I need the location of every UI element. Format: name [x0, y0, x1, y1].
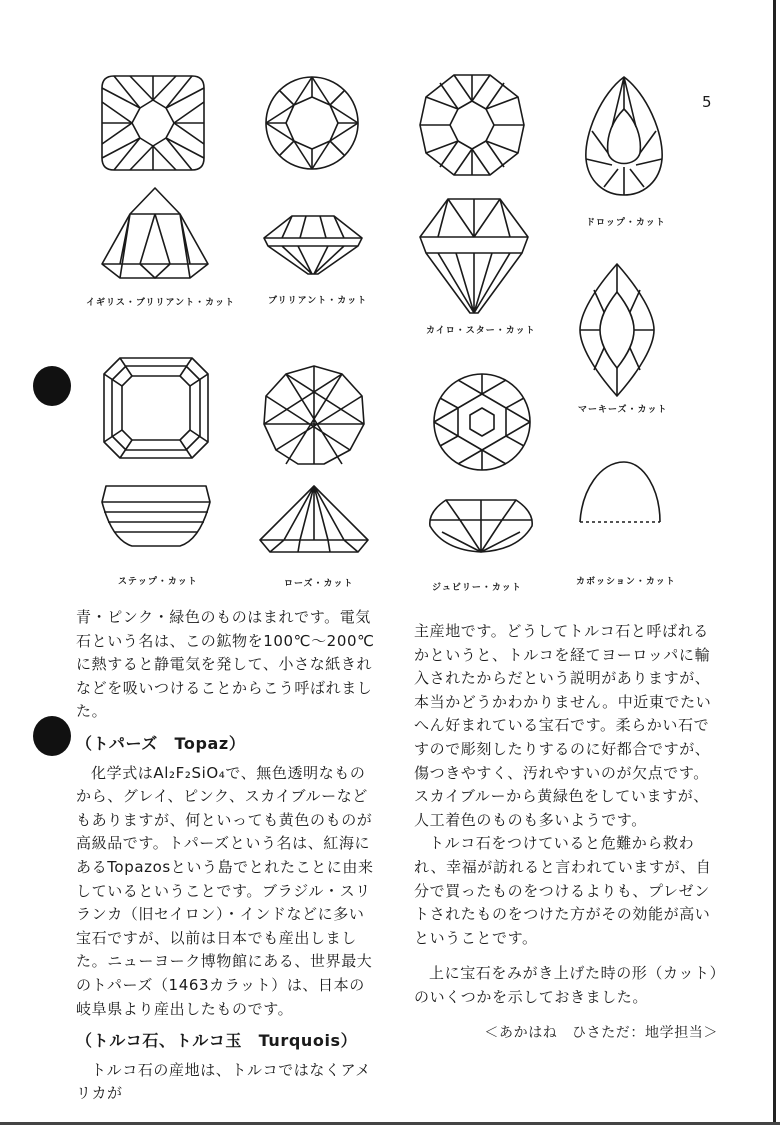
left-text-column	[76, 606, 378, 1106]
rose-cut-caption: ローズ・カット	[284, 579, 354, 589]
cut-note-paragraph: 上に宝石をみがき上げた時の形（カット）のいくつかを示しておきました。	[414, 964, 718, 1006]
page-edge-right	[773, 0, 776, 1125]
step-cut-caption: ステップ・カット	[118, 577, 198, 587]
step-cut-side-diagram	[100, 484, 212, 548]
brilliant-cut-top-diagram	[264, 75, 360, 171]
topaz-heading: （トパーズ Topaz）	[76, 733, 246, 753]
turquois-paragraph: トルコ石の産地は、トルコではなくアメリカが	[76, 1060, 371, 1103]
page-number: 5	[702, 93, 712, 111]
cairo-star-cut-top-diagram	[418, 73, 526, 177]
cabochon-cut-diagram	[578, 460, 662, 526]
right-text-column	[414, 620, 718, 1045]
marquise-cut-caption: マーキーズ・カット	[578, 405, 668, 415]
tourmaline-paragraph: 青・ピンク・緑色のものはまれです。電気石という名は、この鉱物を100℃～200℃に熱すると静電気を発して、小さな紙きれなどを吸いつけることからこう呼ばれました。	[76, 608, 375, 721]
step-cut-top-diagram	[102, 356, 210, 460]
brilliant-cut-side-diagram	[262, 214, 364, 276]
binder-hole-top	[33, 366, 71, 406]
turquois-legend-paragraph: トルコ石をつけていると危難から救われ、幸福が訪れると言われていますが、自分で買ったものをつけるよりも、プレゼントされたものをつけた方がその効能が高いということです。	[414, 834, 712, 947]
cairo-star-cut-caption: カイロ・スター・カット	[426, 326, 536, 336]
cairo-star-cut-side-diagram	[418, 197, 530, 315]
jubilee-cut-side-diagram	[426, 496, 536, 554]
author-signature: ＜あかはね ひさただ：地学担当＞	[484, 1024, 718, 1041]
cabochon-cut-caption: カボッション・カット	[576, 577, 676, 587]
brilliant-cut-caption: ブリリアント・カット	[268, 296, 368, 306]
turquois-heading: （トルコ石、トルコ玉 Turquois）	[76, 1031, 358, 1051]
igirisu-cut-side-diagram	[100, 186, 210, 282]
marquise-cut-diagram	[578, 262, 656, 398]
turquois-continued-paragraph: 主産地です。どうしてトルコ石と呼ばれるかというと、トルコを経てヨーロッパに輸入されたからだという説明がありますが、本当かどうかわかりません。中近東でたいへん好まれている宝石です。柔らかい石ですので彫刻したりするのに好都合ですが、傷つきやすく、汚れやすいのが欠点です。スカイブルーから黄緑色をしていますが、人工着色のものも多いようです。	[414, 622, 712, 829]
jubilee-cut-caption: ジュビリー・カット	[432, 583, 522, 593]
rose-cut-top-diagram	[262, 364, 366, 466]
igirisu-cut-top-diagram	[100, 72, 206, 174]
igirisu-cut-caption: イギリス・ブリリアント・カット	[86, 298, 236, 308]
jubilee-cut-top-diagram	[430, 372, 534, 472]
rose-cut-side-diagram	[258, 484, 370, 554]
drop-cut-caption: ドロップ・カット	[586, 218, 666, 228]
binder-hole-bottom	[33, 716, 71, 756]
drop-cut-top-diagram	[582, 75, 666, 197]
topaz-paragraph: 化学式はAl₂F₂SiO₄で、無色透明なものから、グレイ、ピンク、スカイブルーなどもありますが、何といっても黄色のものが高級品です。トパーズという名は、紅海にあるTopazosという島でとれたことに由来しているということです。ブラジル・スリランカ（旧セイロン）・インドなどに多い宝石ですが、以前は日本でも産出しました。ニューヨーク博物館にある、世界最大のトパーズ（1463カラット）は、日本の岐阜県より産出したものです。	[76, 763, 374, 1018]
